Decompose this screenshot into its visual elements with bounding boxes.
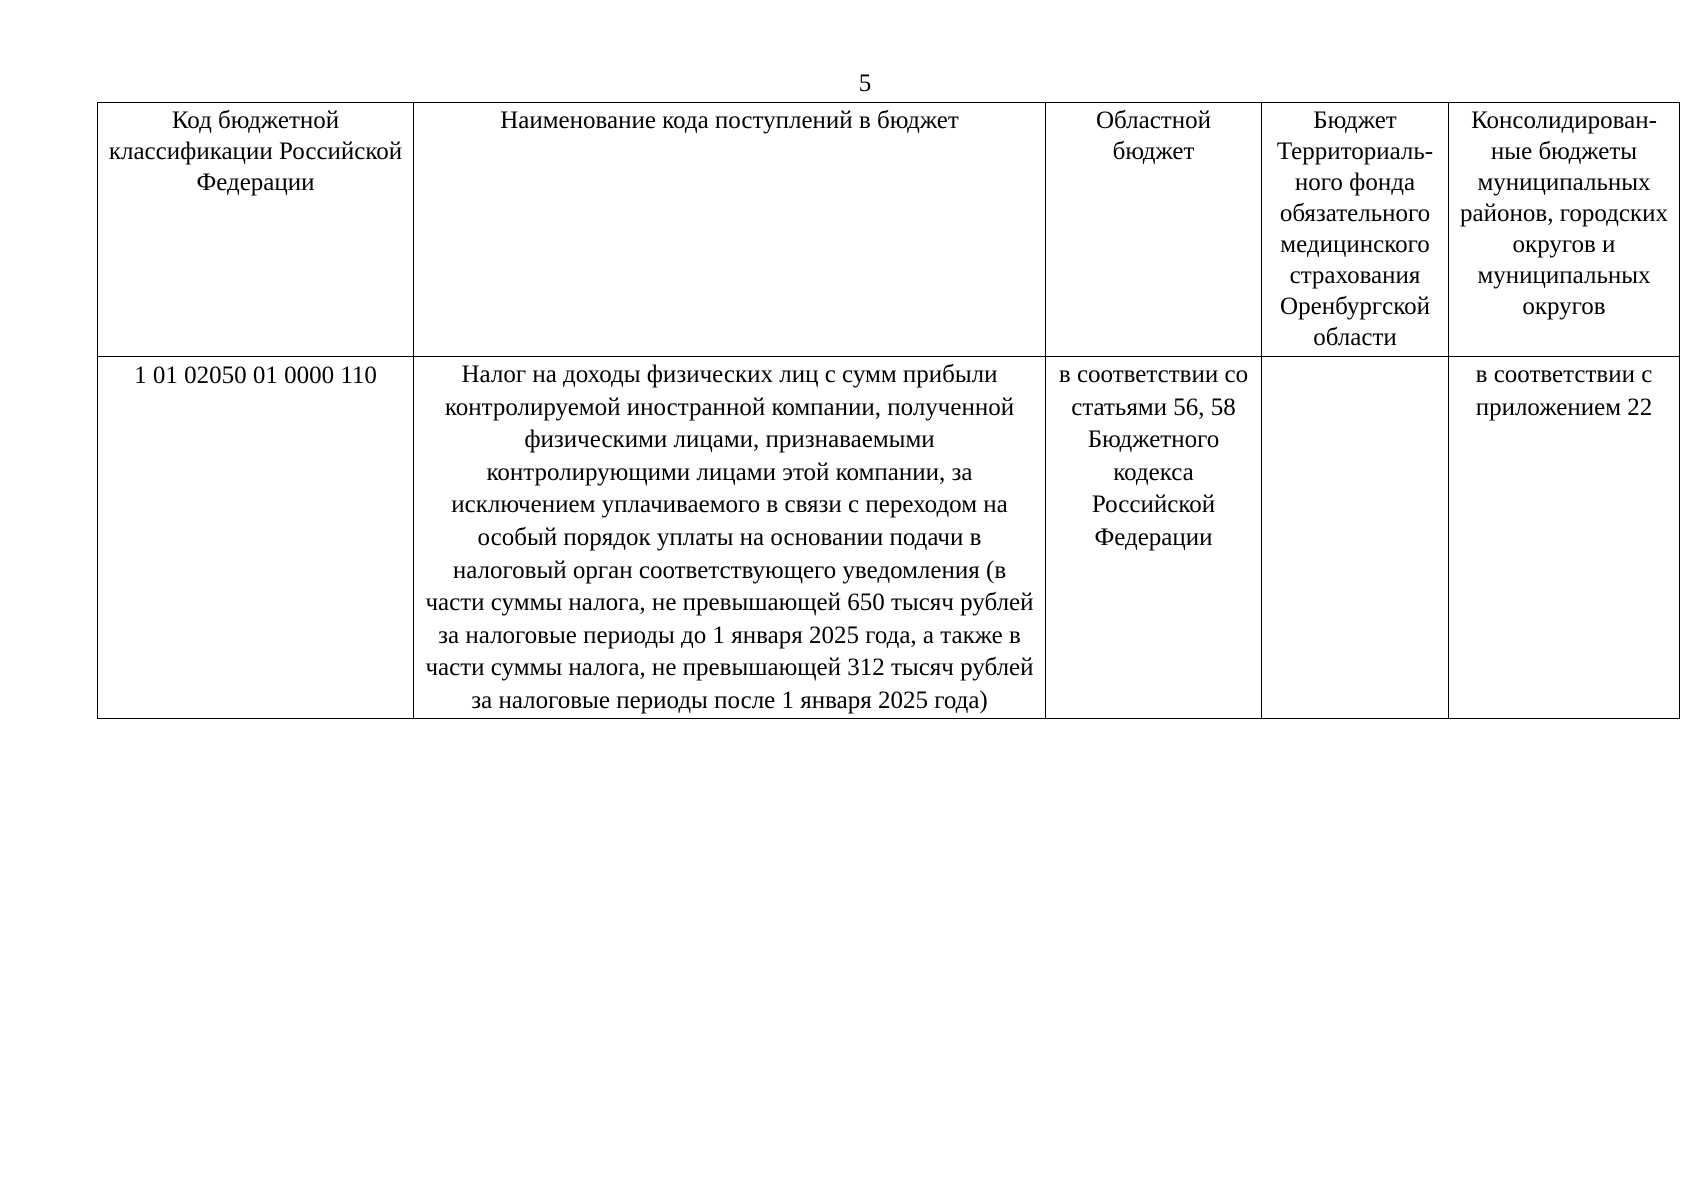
budget-revenue-table [97, 102, 1680, 719]
header-municipal-budgets: Консолидирован-ные бюджеты муниципальных районов, городских округов и муниципальных округов [1449, 103, 1680, 357]
cell-name: Налог на доходы физических лиц с сумм прибыли контролируемой иностранной компании, полученной физическими лицами, признаваемыми контролирующими лицами этой компании, за исключением уплачиваемого в связи с переходом на особый порядок уплаты на основании подачи в налоговый орган соответствующего уведомления (в части суммы налога, не превышающей 650 тысяч рублей за налоговые периоды до 1 января 2025 года, а также в части суммы налога, не превышающей 312 тысяч рублей за налоговые периоды после 1 января 2025 года) [414, 357, 1046, 719]
header-code: Код бюджетной классификации Российской Федерации [98, 103, 414, 357]
cell-regional-budget: в соответствии со статьями 56, 58 Бюджетного кодекса Российской Федерации [1046, 357, 1262, 719]
page-number: 5 [858, 70, 872, 97]
header-name: Наименование кода поступлений в бюджет [414, 103, 1046, 357]
cell-code: 1 01 02050 01 0000 110 [98, 357, 414, 719]
cell-tfoms-budget [1262, 357, 1449, 719]
header-regional-budget: Областной бюджет [1046, 103, 1262, 357]
cell-municipal-budgets: в соответствии с приложением 22 [1449, 357, 1680, 719]
header-tfoms-budget: Бюджет Территориаль-ного фонда обязательного медицинского страхования Оренбургской области [1262, 103, 1449, 357]
table-header-row [98, 103, 1680, 357]
table-row [98, 357, 1680, 719]
